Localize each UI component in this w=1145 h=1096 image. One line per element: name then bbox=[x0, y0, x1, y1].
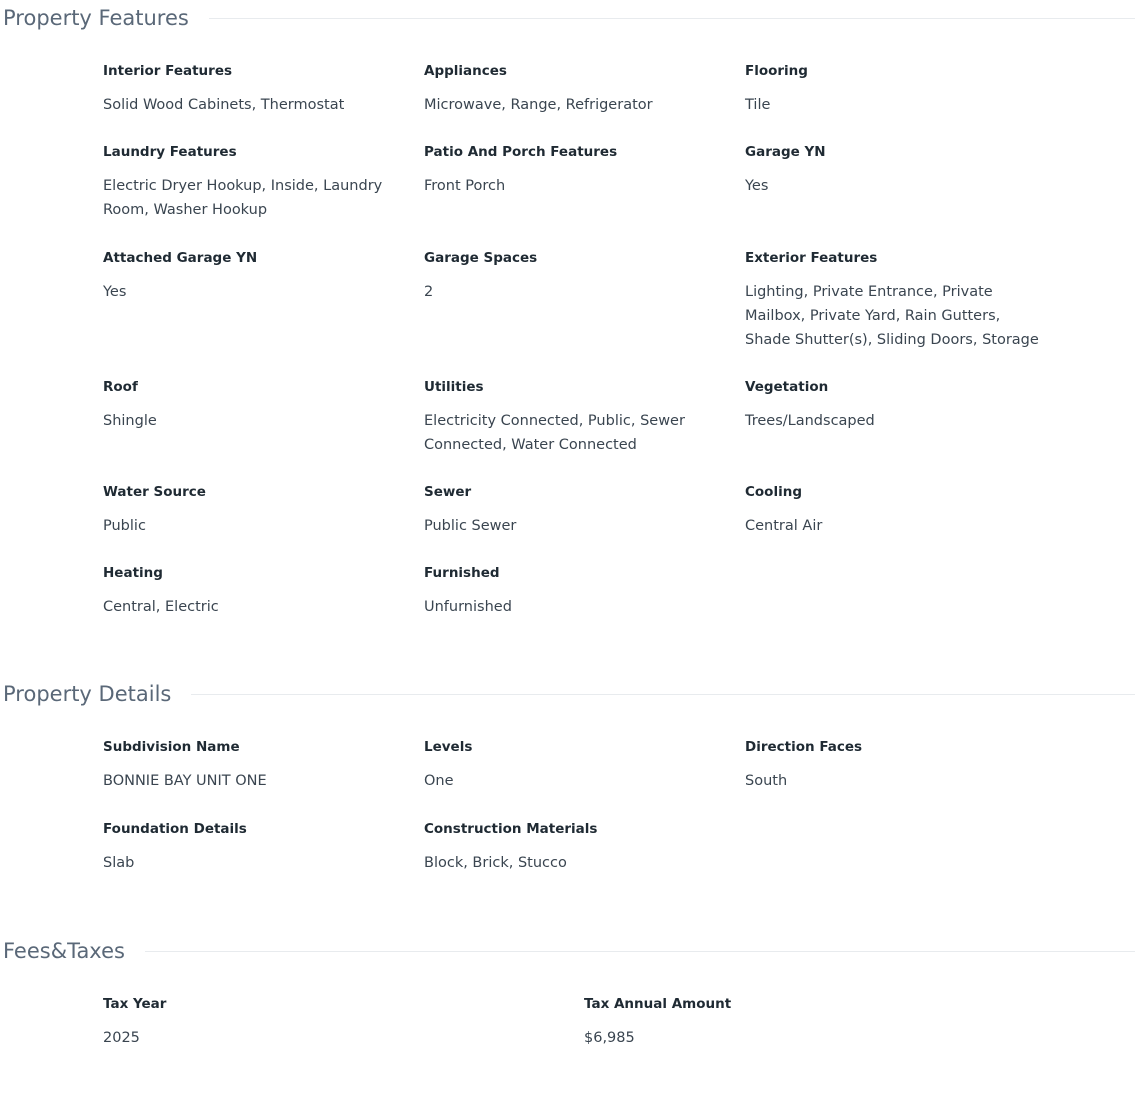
section-divider bbox=[191, 694, 1135, 695]
field-cooling bbox=[745, 483, 1045, 538]
field-label: Appliances bbox=[424, 63, 507, 79]
field-value: Public Sewer bbox=[424, 518, 517, 534]
field-label: Sewer bbox=[424, 484, 472, 500]
field-construction-materials bbox=[424, 820, 714, 875]
field-water-source bbox=[103, 483, 393, 538]
field-value: Trees/Landscaped bbox=[745, 413, 875, 429]
field-label: Subdivision Name bbox=[103, 739, 240, 755]
field-label: Tax Year bbox=[103, 996, 167, 1012]
field-levels bbox=[424, 738, 714, 793]
field-heating bbox=[103, 564, 393, 619]
field-laundry-features bbox=[103, 143, 393, 222]
field-label: Interior Features bbox=[103, 63, 233, 79]
section-title: Property Details bbox=[3, 682, 172, 706]
section-divider bbox=[145, 951, 1135, 952]
field-value: South bbox=[745, 773, 788, 789]
field-appliances bbox=[424, 62, 714, 117]
field-garage-yn bbox=[745, 143, 1045, 198]
field-value: Shingle bbox=[103, 413, 157, 429]
field-label: Foundation Details bbox=[103, 821, 247, 837]
field-label: Roof bbox=[103, 379, 138, 395]
field-value: Yes bbox=[103, 284, 127, 300]
field-attached-garage-yn bbox=[103, 249, 393, 304]
field-value: Electricity Connected, Public, Sewer Connected, Water Connected bbox=[424, 413, 685, 453]
property-details-header bbox=[0, 676, 1135, 712]
field-label: Garage Spaces bbox=[424, 250, 538, 266]
field-value: Microwave, Range, Refrigerator bbox=[424, 97, 653, 113]
field-utilities bbox=[424, 378, 714, 457]
field-value: Electric Dryer Hookup, Inside, Laundry Room, Washer Hookup bbox=[103, 178, 383, 218]
field-exterior-features bbox=[745, 249, 1045, 352]
field-label: Garage YN bbox=[745, 144, 826, 160]
field-flooring bbox=[745, 62, 1045, 117]
field-value: Central Air bbox=[745, 518, 823, 534]
field-sewer bbox=[424, 483, 714, 538]
field-value: 2 bbox=[424, 284, 434, 300]
field-value: 2025 bbox=[103, 1030, 140, 1046]
field-furnished bbox=[424, 564, 714, 619]
field-label: Flooring bbox=[745, 63, 808, 79]
field-patio-porch-features bbox=[424, 143, 714, 198]
field-garage-spaces bbox=[424, 249, 714, 304]
field-interior-features bbox=[103, 62, 393, 117]
field-value: Lighting, Private Entrance, Private Mailbox, Private Yard, Rain Gutters, Shade Shutter(s), Sliding Doors, Storage bbox=[745, 284, 1039, 348]
field-label: Construction Materials bbox=[424, 821, 598, 837]
field-foundation-details bbox=[103, 820, 393, 875]
field-direction-faces bbox=[745, 738, 1045, 793]
field-label: Patio And Porch Features bbox=[424, 144, 618, 160]
field-tax-annual-amount bbox=[584, 995, 1004, 1050]
field-value: Block, Brick, Stucco bbox=[424, 855, 567, 871]
field-label: Direction Faces bbox=[745, 739, 863, 755]
field-label: Vegetation bbox=[745, 379, 829, 395]
field-label: Exterior Features bbox=[745, 250, 878, 266]
section-title: Property Features bbox=[3, 6, 189, 30]
field-value: Slab bbox=[103, 855, 135, 871]
field-roof bbox=[103, 378, 393, 433]
section-title: Fees&Taxes bbox=[3, 939, 125, 963]
field-label: Utilities bbox=[424, 379, 484, 395]
field-value: Yes bbox=[745, 178, 769, 194]
field-value: Tile bbox=[745, 97, 771, 113]
field-label: Furnished bbox=[424, 565, 500, 581]
field-label: Levels bbox=[424, 739, 473, 755]
field-value: $6,985 bbox=[584, 1030, 635, 1046]
property-features-header bbox=[0, 0, 1135, 36]
field-tax-year bbox=[103, 995, 523, 1050]
fees-taxes-header bbox=[0, 933, 1135, 969]
field-value: BONNIE BAY UNIT ONE bbox=[103, 773, 267, 789]
field-value: Front Porch bbox=[424, 178, 506, 194]
field-label: Attached Garage YN bbox=[103, 250, 258, 266]
field-value: Public bbox=[103, 518, 146, 534]
field-label: Laundry Features bbox=[103, 144, 237, 160]
field-label: Cooling bbox=[745, 484, 802, 500]
field-value: Central, Electric bbox=[103, 599, 219, 615]
field-value: Solid Wood Cabinets, Thermostat bbox=[103, 97, 345, 113]
field-label: Heating bbox=[103, 565, 163, 581]
field-vegetation bbox=[745, 378, 1045, 433]
field-value: Unfurnished bbox=[424, 599, 512, 615]
field-label: Water Source bbox=[103, 484, 206, 500]
field-label: Tax Annual Amount bbox=[584, 996, 732, 1012]
field-value: One bbox=[424, 773, 454, 789]
section-divider bbox=[209, 18, 1135, 19]
field-subdivision-name bbox=[103, 738, 393, 793]
